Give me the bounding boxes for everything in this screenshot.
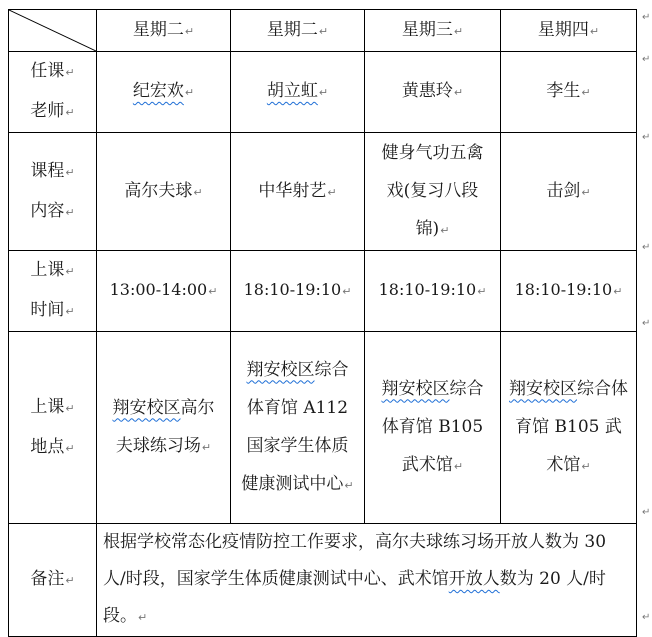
content-cell-1: 高尔夫球↵ <box>97 133 231 251</box>
teacher-cell-1: 纪宏欢↵ <box>97 52 231 133</box>
location-cell-1: 翔安校区高尔夫球练习场↵ <box>97 332 231 524</box>
content-cell-4: 击剑↵ <box>501 133 637 251</box>
header-row <box>9 10 637 52</box>
time-cell-1: 13:00-14:00↵ <box>97 251 231 332</box>
time-cell-3: 18:10-19:10↵ <box>365 251 501 332</box>
row-end-mark-6: ↵ <box>642 507 651 518</box>
location-row <box>9 332 637 524</box>
location-label: 上课↵ 地点↵ <box>9 332 97 524</box>
day-header-1: 星期二↵ <box>97 10 231 52</box>
diagonal-line <box>9 10 96 51</box>
row-end-mark-3: ↵ <box>642 132 651 143</box>
time-cell-2: 18:10-19:10↵ <box>231 251 365 332</box>
row-end-mark-4: ↵ <box>642 242 651 253</box>
teacher-label: 任课↵ 老师↵ <box>9 52 97 133</box>
remark-label: 备注↵ <box>9 524 97 637</box>
row-end-mark-1: ↵ <box>642 12 651 23</box>
day-header-4: 星期四↵ <box>501 10 637 52</box>
schedule-table <box>8 9 637 637</box>
teacher-row <box>9 52 637 133</box>
row-end-mark-7: ↵ <box>642 612 651 623</box>
time-cell-4: 18:10-19:10↵ <box>501 251 637 332</box>
location-cell-4: 翔安校区综合体育馆 B105 武术馆↵ <box>501 332 637 524</box>
content-cell-3: 健身气功五禽戏(复习八段锦)↵ <box>365 133 501 251</box>
teacher-cell-2: 胡立虹↵ <box>231 52 365 133</box>
remark-text: 根据学校常态化疫情防控工作要求，高尔夫球练习场开放人数为 30 人/时段，国家学生体质健康测试中心、武术馆开放人数为 20 人/时段。↵ <box>97 524 637 637</box>
corner-diagonal-cell <box>9 10 97 52</box>
time-row <box>9 251 637 332</box>
content-cell-2: 中华射艺↵ <box>231 133 365 251</box>
content-row <box>9 133 637 251</box>
day-header-3: 星期三↵ <box>365 10 501 52</box>
row-end-mark-5: ↵ <box>642 318 651 329</box>
teacher-cell-4: 李生↵ <box>501 52 637 133</box>
time-label: 上课↵ 时间↵ <box>9 251 97 332</box>
content-label: 课程↵ 内容↵ <box>9 133 97 251</box>
day-header-2: 星期二↵ <box>231 10 365 52</box>
row-end-mark-2: ↵ <box>642 54 651 65</box>
remark-row <box>9 524 637 637</box>
location-cell-3: 翔安校区综合体育馆 B105 武术馆↵ <box>365 332 501 524</box>
teacher-cell-3: 黄惠玲↵ <box>365 52 501 133</box>
location-cell-2: 翔安校区综合体育馆 A112 国家学生体质健康测试中心↵ <box>231 332 365 524</box>
